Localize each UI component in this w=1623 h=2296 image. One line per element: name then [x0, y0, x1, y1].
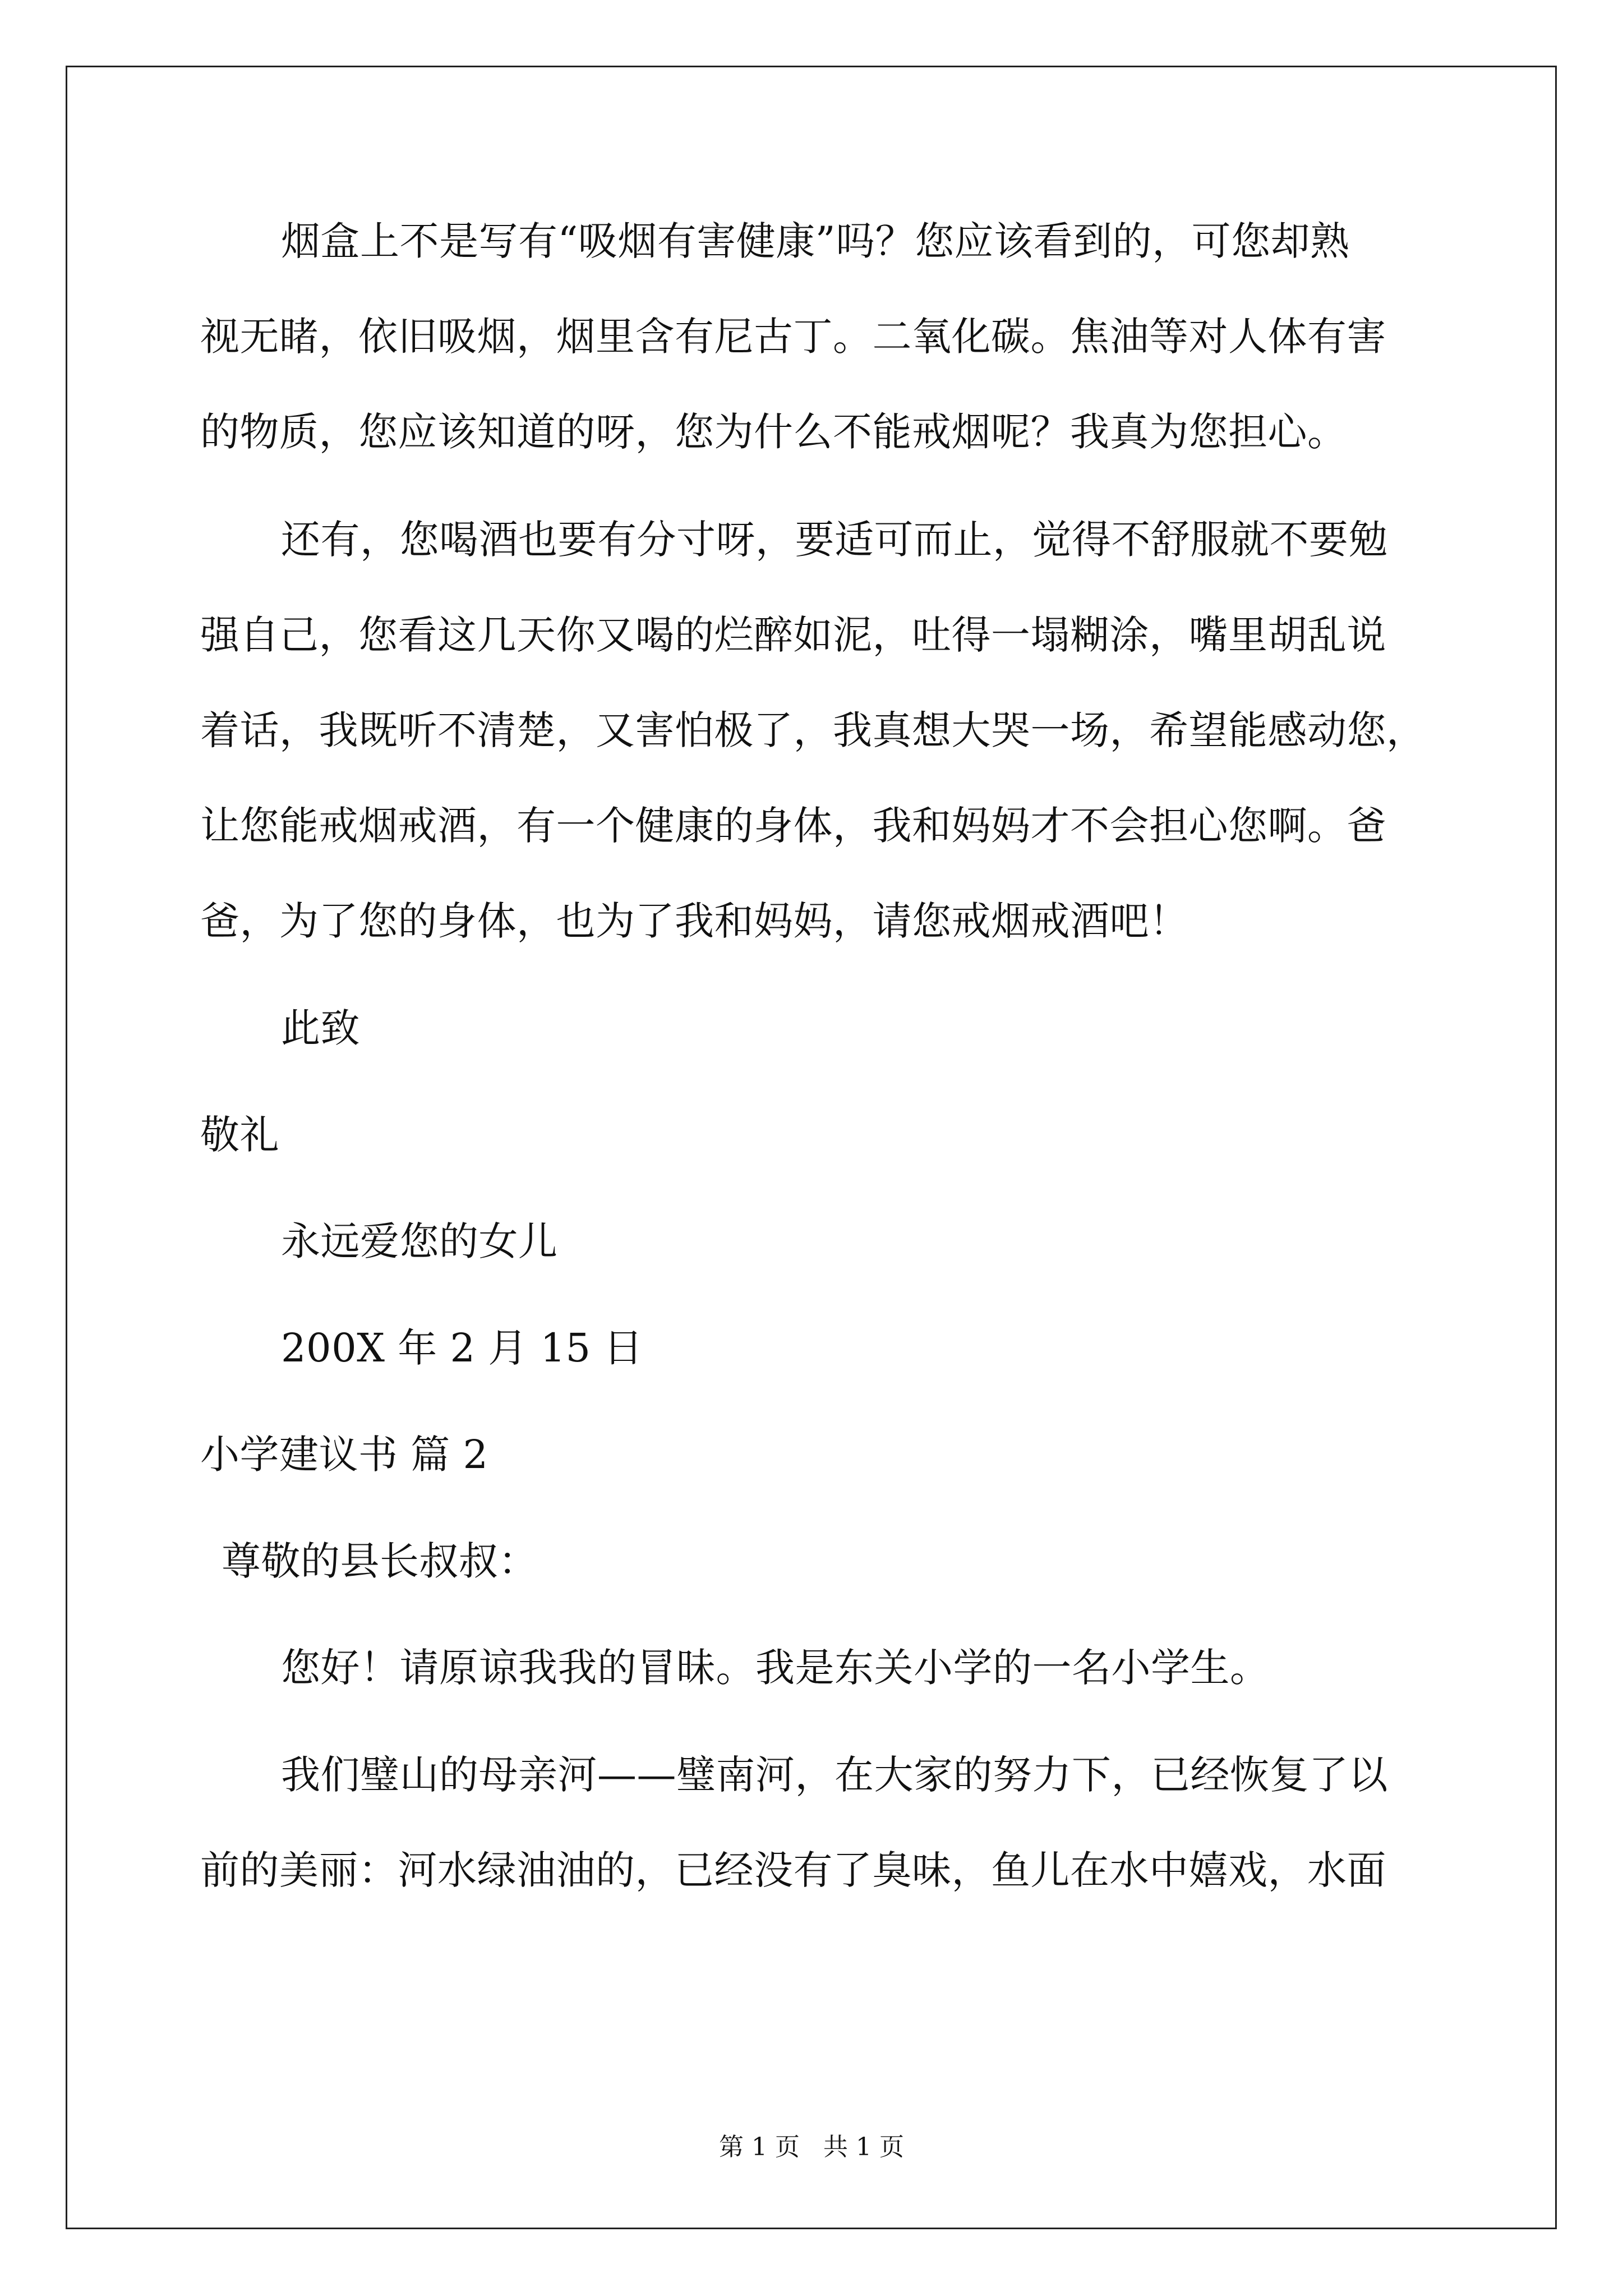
paragraph-line: 我们璧山的母亲河——璧南河，在大家的努力下，已经恢复了以: [281, 1752, 1388, 1798]
closing-respect: 敬礼: [200, 1112, 279, 1158]
page-footer: 第 1 页 共 1 页: [719, 2133, 904, 2161]
paragraph-line: 还有，您喝酒也要有分寸呀，要适可而止，觉得不舒服就不要勉: [281, 517, 1388, 563]
date: 200X 年 2 月 15 日: [281, 1325, 643, 1371]
page-border: [66, 66, 1557, 2229]
paragraph-line: 让您能戒烟戒酒，有一个健康的身体，我和妈妈才不会担心您啊。爸: [200, 803, 1386, 849]
section-heading: 小学建议书 篇 2: [200, 1432, 488, 1478]
letter-greeting: 尊敬的县长叔叔：: [222, 1538, 538, 1584]
paragraph-line: 爸，为了您的身体，也为了我和妈妈，请您戒烟戒酒吧！: [200, 898, 1189, 944]
paragraph-line: 烟盒上不是写有“吸烟有害健康”吗？您应该看到的，可您却熟: [281, 218, 1350, 264]
paragraph-line: 前的美丽：河水绿油油的，已经没有了臭味，鱼儿在水中嬉戏，水面: [200, 1847, 1386, 1893]
paragraph-line: 视无睹，依旧吸烟，烟里含有尼古丁。二氧化碳。焦油等对人体有害: [200, 314, 1386, 360]
signature: 永远爱您的女儿: [281, 1218, 558, 1264]
paragraph-line: 您好！请原谅我我的冒昧。我是东关小学的一名小学生。: [281, 1645, 1270, 1691]
paragraph-line: 着话，我既听不清楚，又害怕极了，我真想大哭一场，希望能感动您，: [200, 707, 1426, 753]
paragraph-line: 的物质，您应该知道的呀，您为什么不能戒烟呢？我真为您担心。: [200, 409, 1347, 455]
closing-salutation: 此致: [281, 1005, 360, 1051]
paragraph-line: 强自己，您看这几天你又喝的烂醉如泥，吐得一塌糊涂，嘴里胡乱说: [200, 612, 1386, 658]
